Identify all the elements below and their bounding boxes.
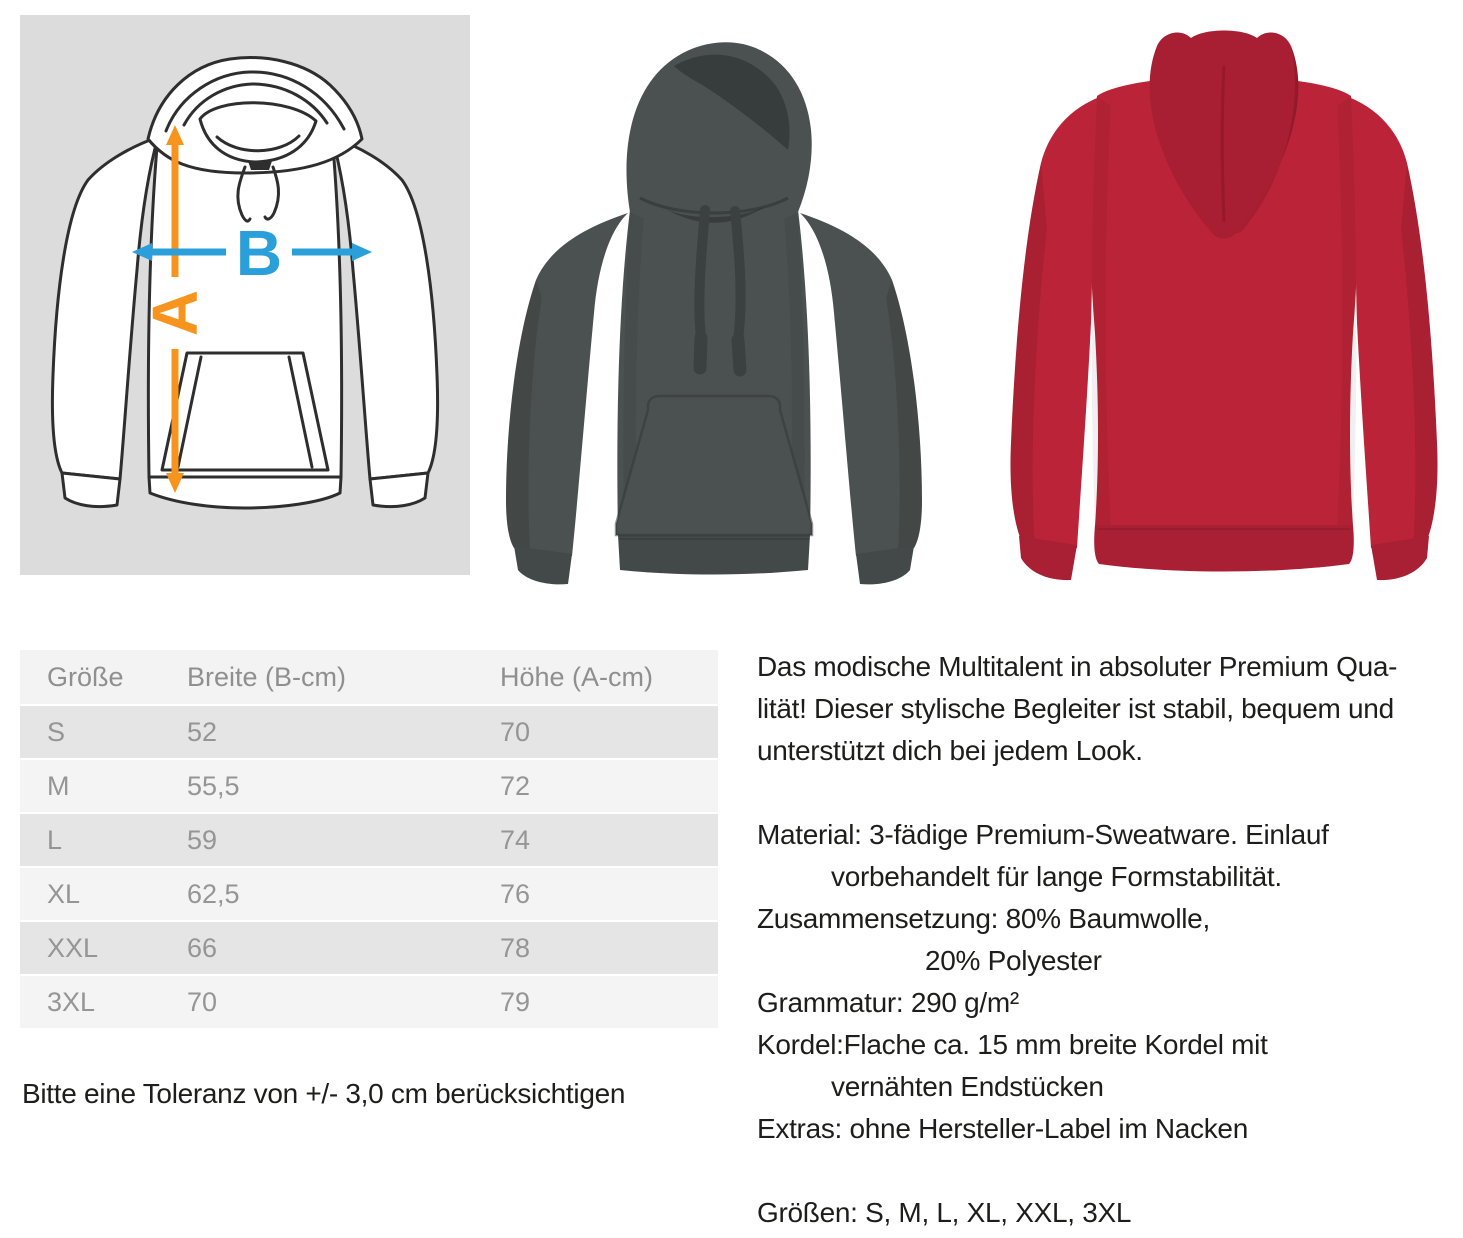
product-image-front <box>478 8 950 586</box>
description-line: unterstützt dich bei jedem Look. <box>757 735 1143 766</box>
hoodie-back-illustration <box>985 8 1463 586</box>
table-row <box>20 868 718 922</box>
hoodie-front-illustration <box>478 8 950 586</box>
table-header-row <box>20 650 718 706</box>
size-cell: M <box>47 770 70 801</box>
description-line: Extras: ohne Hersteller-Label im Nacken <box>757 1113 1248 1144</box>
description-line: Grammatur: 290 g/m² <box>757 987 1019 1018</box>
diagram-left-cuff <box>62 473 120 507</box>
diagram-cord-knot <box>248 161 272 170</box>
breite-cell: 59 <box>187 824 218 855</box>
description-line: 20% Polyester <box>925 945 1102 976</box>
breite-cell: 55,5 <box>187 770 240 801</box>
hoehe-cell: 70 <box>500 716 531 747</box>
size-cell: L <box>47 824 63 855</box>
description-line: vernähten Endstücken <box>831 1071 1104 1102</box>
breite-cell: 52 <box>187 716 218 747</box>
table-row <box>20 922 718 976</box>
product-description <box>757 646 1463 1234</box>
hoehe-cell: 79 <box>500 986 531 1017</box>
product-image-back <box>985 8 1463 586</box>
hoehe-cell: 76 <box>500 878 531 909</box>
table-row <box>20 760 718 814</box>
diagram-pocket <box>162 353 328 470</box>
back-hem-band <box>1094 525 1354 572</box>
breite-cell: 62,5 <box>187 878 240 909</box>
description-line: vorbehandelt für lange Formstabilität. <box>831 861 1282 892</box>
front-hem-band <box>618 535 810 575</box>
measure-label-a: A <box>139 289 211 337</box>
description-line: lität! Dieser stylische Begleiter ist stabil, bequem und <box>757 693 1394 724</box>
description-line: Zusammensetzung: 80% Baumwolle, <box>757 903 1210 934</box>
diagram-right-sleeve <box>332 137 438 479</box>
size-cell: S <box>47 716 66 747</box>
table-row <box>20 814 718 868</box>
description-line: Kordel:Flache ca. 15 mm breite Kordel mit <box>757 1029 1268 1060</box>
size-cell: XXL <box>47 932 99 963</box>
measure-label-b: B <box>235 217 283 289</box>
hoehe-cell: 72 <box>500 770 531 801</box>
column-header: Breite (B-cm) <box>187 661 347 692</box>
size-cell: 3XL <box>47 986 96 1017</box>
table-row <box>20 976 718 1030</box>
hoehe-cell: 78 <box>500 932 531 963</box>
size-diagram <box>20 15 470 575</box>
description-line <box>757 1150 1463 1192</box>
description-line <box>757 772 1463 814</box>
front-kangaroo-pocket <box>616 396 812 535</box>
size-table <box>20 650 718 1030</box>
hoehe-cell: 74 <box>500 824 531 855</box>
description-line: Material: 3-fädige Premium-Sweatware. Einlauf <box>757 819 1329 850</box>
breite-cell: 70 <box>187 986 218 1017</box>
description-line: Das modische Multitalent in absoluter Premium Qua- <box>757 651 1398 682</box>
size-cell: XL <box>47 878 81 909</box>
size-diagram-illustration <box>20 15 470 575</box>
tolerance-note: Bitte eine Toleranz von +/- 3,0 cm berücksichtigen <box>22 1078 626 1109</box>
diagram-right-cuff <box>370 473 428 507</box>
breite-cell: 66 <box>187 932 218 963</box>
column-header: Höhe (A-cm) <box>500 661 654 692</box>
description-line: Größen: S, M, L, XL, XXL, 3XL <box>757 1197 1132 1228</box>
column-header: Größe <box>47 661 124 692</box>
table-row <box>20 706 718 760</box>
